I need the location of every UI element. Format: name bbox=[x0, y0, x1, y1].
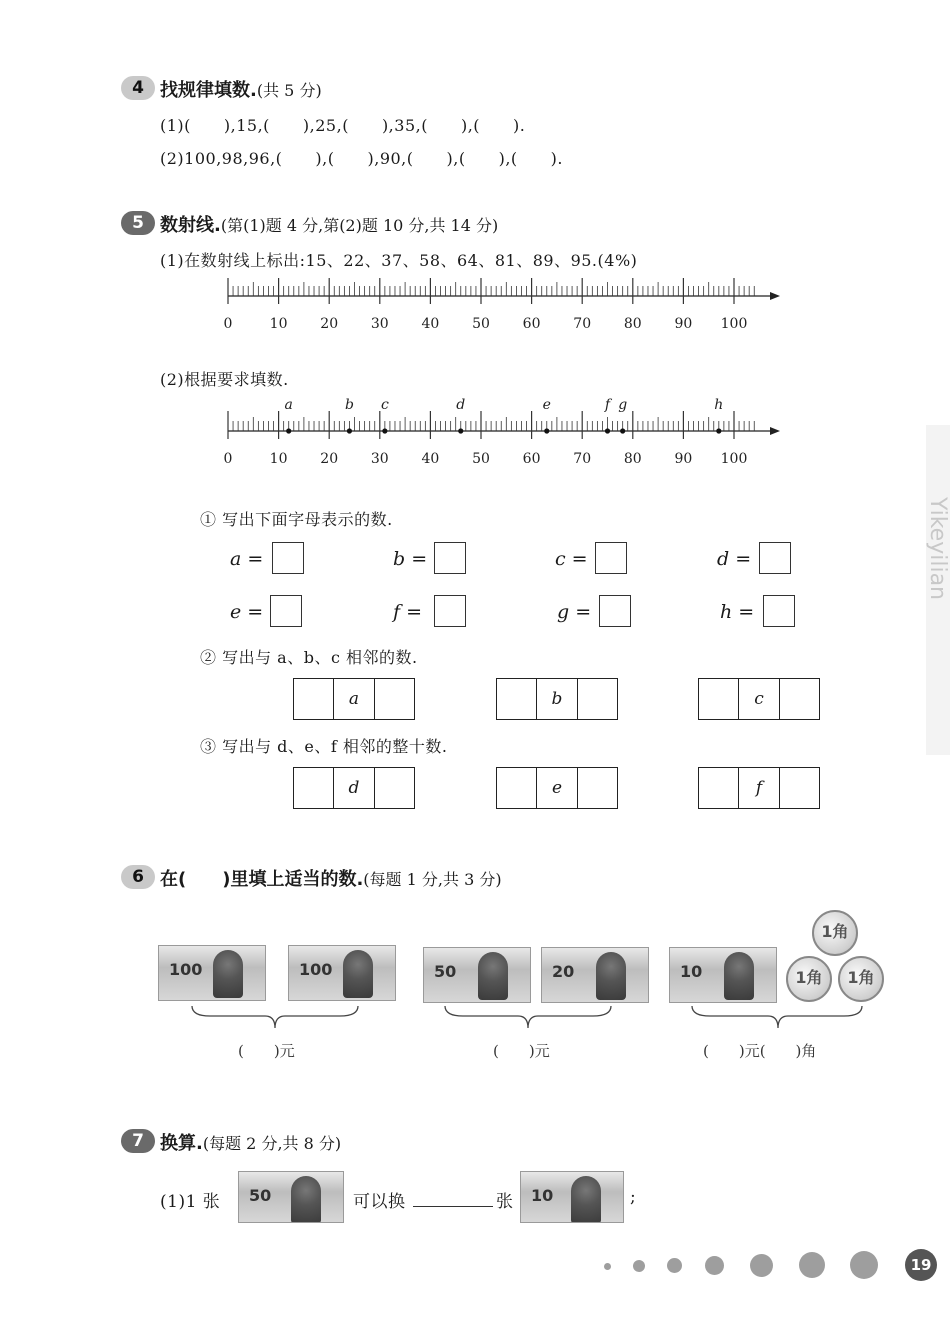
question-6-title bbox=[160, 865, 502, 891]
tens-box-f[interactable] bbox=[698, 767, 820, 809]
tick-label: 50 bbox=[472, 316, 490, 332]
q5-part-1: (1)在数射线上标出:15、22、37、58、64、81、89、95.(4%) bbox=[160, 251, 638, 270]
banknote-100 bbox=[158, 945, 266, 1001]
portrait-icon bbox=[596, 952, 626, 1000]
number-line-2 bbox=[220, 395, 790, 473]
question-6-number: 6 bbox=[121, 865, 155, 889]
neighbor-center-label: c bbox=[739, 679, 779, 719]
footer-dot bbox=[633, 1260, 645, 1272]
tens-center-label: e bbox=[537, 768, 577, 808]
point-d bbox=[458, 428, 463, 433]
neighbor-box-a[interactable] bbox=[293, 678, 415, 720]
tens-right[interactable] bbox=[780, 768, 819, 808]
banknote-20 bbox=[541, 947, 649, 1003]
tick-label: 50 bbox=[472, 451, 490, 467]
q5-part-2: (2)根据要求填数. bbox=[160, 370, 289, 389]
answer-box-d[interactable] bbox=[759, 542, 791, 574]
portrait-icon bbox=[724, 952, 754, 1000]
tick-label: 70 bbox=[573, 316, 592, 332]
eq-d: d = bbox=[717, 548, 752, 570]
q7-line1-prefix: (1)1 张 bbox=[160, 1192, 221, 1212]
footer-dot bbox=[799, 1252, 825, 1278]
point-g bbox=[620, 428, 625, 433]
tick-label: 40 bbox=[421, 451, 440, 467]
point-e bbox=[544, 428, 549, 433]
tick-label: 0 bbox=[223, 451, 233, 467]
q7-score: (每题 2 分,共 8 分) bbox=[202, 1134, 342, 1153]
neighbor-left[interactable] bbox=[699, 679, 739, 719]
tick-label: 10 bbox=[269, 451, 288, 467]
q7-blank[interactable] bbox=[413, 1190, 493, 1207]
banknote-50 bbox=[423, 947, 531, 1003]
point-label-d: d bbox=[456, 397, 466, 413]
note-value: 10 bbox=[531, 1186, 554, 1205]
tick-label: 80 bbox=[623, 316, 642, 332]
eq-b: b = bbox=[393, 548, 428, 570]
brace-2 bbox=[443, 1004, 613, 1032]
answer-box-e[interactable] bbox=[270, 595, 302, 627]
answer-box-a[interactable] bbox=[272, 542, 304, 574]
neighbor-left[interactable] bbox=[294, 679, 334, 719]
neighbor-box-c[interactable] bbox=[698, 678, 820, 720]
q7-title-text: 换算. bbox=[160, 1133, 203, 1154]
tick-label: 20 bbox=[320, 451, 339, 467]
tick-label: 30 bbox=[370, 316, 389, 332]
coin-1-jiao: 1角 bbox=[812, 910, 858, 956]
q6-answer-3[interactable]: ( )元( )角 bbox=[703, 1042, 817, 1060]
answer-box-f[interactable] bbox=[434, 595, 466, 627]
q6-title-text: 在( )里填上适当的数. bbox=[160, 869, 364, 890]
portrait-icon bbox=[343, 950, 373, 998]
number-line-arrow bbox=[770, 427, 780, 435]
eq-c: c = bbox=[555, 548, 588, 570]
answer-box-g[interactable] bbox=[599, 595, 631, 627]
tens-center-label: f bbox=[739, 768, 779, 808]
banknote-100 bbox=[288, 945, 396, 1001]
point-f bbox=[605, 428, 610, 433]
tick-label: 90 bbox=[674, 451, 693, 467]
q7-line1-mid: 可以换 bbox=[353, 1192, 406, 1212]
q4-line-1: (1)( ),15,( ),25,( ),35,( ),( ). bbox=[160, 116, 526, 135]
point-label-a: a bbox=[284, 397, 293, 413]
tick-label: 100 bbox=[720, 451, 748, 467]
tick-label: 20 bbox=[320, 316, 339, 332]
brace-1 bbox=[190, 1004, 360, 1032]
tens-box-e[interactable] bbox=[496, 767, 618, 809]
page-number: 19 bbox=[905, 1249, 937, 1281]
footer-dot bbox=[705, 1256, 724, 1275]
q5-sub-1: ① 写出下面字母表示的数. bbox=[200, 510, 393, 529]
banknote-50 bbox=[238, 1171, 344, 1223]
q5-sub-2: ② 写出与 a、b、c 相邻的数. bbox=[200, 648, 418, 667]
tick-label: 10 bbox=[269, 316, 288, 332]
coin-1-jiao: 1角 bbox=[786, 956, 832, 1002]
tick-label: 0 bbox=[223, 316, 233, 332]
point-label-b: b bbox=[344, 397, 354, 413]
portrait-icon bbox=[478, 952, 508, 1000]
side-watermark-text: Yikeyilian bbox=[925, 496, 950, 600]
q6-answer-1[interactable]: ( )元 bbox=[238, 1042, 295, 1060]
neighbor-right[interactable] bbox=[578, 679, 617, 719]
point-label-e: e bbox=[542, 397, 551, 413]
footer-dot bbox=[667, 1258, 682, 1273]
neighbor-right[interactable] bbox=[780, 679, 819, 719]
point-c bbox=[382, 428, 387, 433]
portrait-icon bbox=[291, 1176, 321, 1223]
point-label-g: g bbox=[618, 397, 628, 413]
eq-g: g = bbox=[557, 601, 592, 623]
q7-line1-suffix: 张 bbox=[496, 1192, 514, 1212]
answer-box-b[interactable] bbox=[434, 542, 466, 574]
tens-left[interactable] bbox=[497, 768, 537, 808]
q5-title-text: 数射线. bbox=[160, 215, 221, 236]
q6-answer-2[interactable]: ( )元 bbox=[493, 1042, 550, 1060]
footer-dot bbox=[850, 1251, 878, 1279]
answer-box-c[interactable] bbox=[595, 542, 627, 574]
question-4-title bbox=[160, 76, 322, 102]
answer-box-h[interactable] bbox=[763, 595, 795, 627]
tick-label: 80 bbox=[623, 451, 642, 467]
tens-left[interactable] bbox=[699, 768, 739, 808]
number-line-1 bbox=[220, 278, 790, 338]
question-7-number: 7 bbox=[121, 1129, 155, 1153]
neighbor-center-label: a bbox=[334, 679, 374, 719]
tick-label: 100 bbox=[720, 316, 748, 332]
eq-f: f = bbox=[393, 601, 422, 623]
banknote-10 bbox=[520, 1171, 624, 1223]
point-a bbox=[286, 428, 291, 433]
neighbor-center-label: b bbox=[537, 679, 577, 719]
neighbor-left[interactable] bbox=[497, 679, 537, 719]
eq-h: h = bbox=[720, 601, 755, 623]
tens-center-label: d bbox=[334, 768, 374, 808]
number-line-arrow bbox=[770, 292, 780, 300]
tens-right[interactable] bbox=[578, 768, 617, 808]
tick-label: 90 bbox=[674, 316, 693, 332]
q4-line-2: (2)100,98,96,( ),( ),90,( ),( ),( ). bbox=[160, 149, 563, 168]
neighbor-right[interactable] bbox=[375, 679, 414, 719]
question-5-title bbox=[160, 211, 498, 237]
question-4-number: 4 bbox=[121, 76, 155, 100]
q5-sub-3: ③ 写出与 d、e、f 相邻的整十数. bbox=[200, 737, 448, 756]
q5-score: (第(1)题 4 分,第(2)题 10 分,共 14 分) bbox=[220, 216, 499, 235]
tens-left[interactable] bbox=[294, 768, 334, 808]
tens-right[interactable] bbox=[375, 768, 414, 808]
note-value: 20 bbox=[552, 962, 575, 981]
question-7-title bbox=[160, 1129, 341, 1155]
tick-label: 30 bbox=[370, 451, 389, 467]
portrait-icon bbox=[571, 1176, 601, 1223]
footer-dot bbox=[604, 1263, 611, 1270]
eq-a: a = bbox=[230, 548, 264, 570]
coin-1-jiao: 1角 bbox=[838, 956, 884, 1002]
point-label-h: h bbox=[714, 397, 724, 413]
point-label-f: f bbox=[604, 397, 611, 413]
neighbor-box-b[interactable] bbox=[496, 678, 618, 720]
q4-title-text: 找规律填数. bbox=[160, 80, 257, 101]
tick-label: 60 bbox=[522, 451, 541, 467]
tens-box-d[interactable] bbox=[293, 767, 415, 809]
point-h bbox=[716, 428, 721, 433]
brace-3 bbox=[690, 1004, 865, 1032]
note-value: 100 bbox=[169, 960, 203, 979]
tick-label: 40 bbox=[421, 316, 440, 332]
q6-score: (每题 1 分,共 3 分) bbox=[363, 870, 502, 889]
q7-line1-end: ; bbox=[630, 1187, 637, 1207]
point-label-c: c bbox=[380, 397, 389, 413]
eq-e: e = bbox=[230, 601, 264, 623]
footer-dot bbox=[750, 1254, 773, 1277]
note-value: 100 bbox=[299, 960, 333, 979]
portrait-icon bbox=[213, 950, 243, 998]
tick-label: 60 bbox=[522, 316, 541, 332]
note-value: 50 bbox=[434, 962, 457, 981]
q4-score: (共 5 分) bbox=[256, 81, 322, 100]
question-5-number: 5 bbox=[121, 211, 155, 235]
note-value: 50 bbox=[249, 1186, 272, 1205]
note-value: 10 bbox=[680, 962, 703, 981]
point-b bbox=[347, 428, 352, 433]
tick-label: 70 bbox=[573, 451, 592, 467]
banknote-10 bbox=[669, 947, 777, 1003]
